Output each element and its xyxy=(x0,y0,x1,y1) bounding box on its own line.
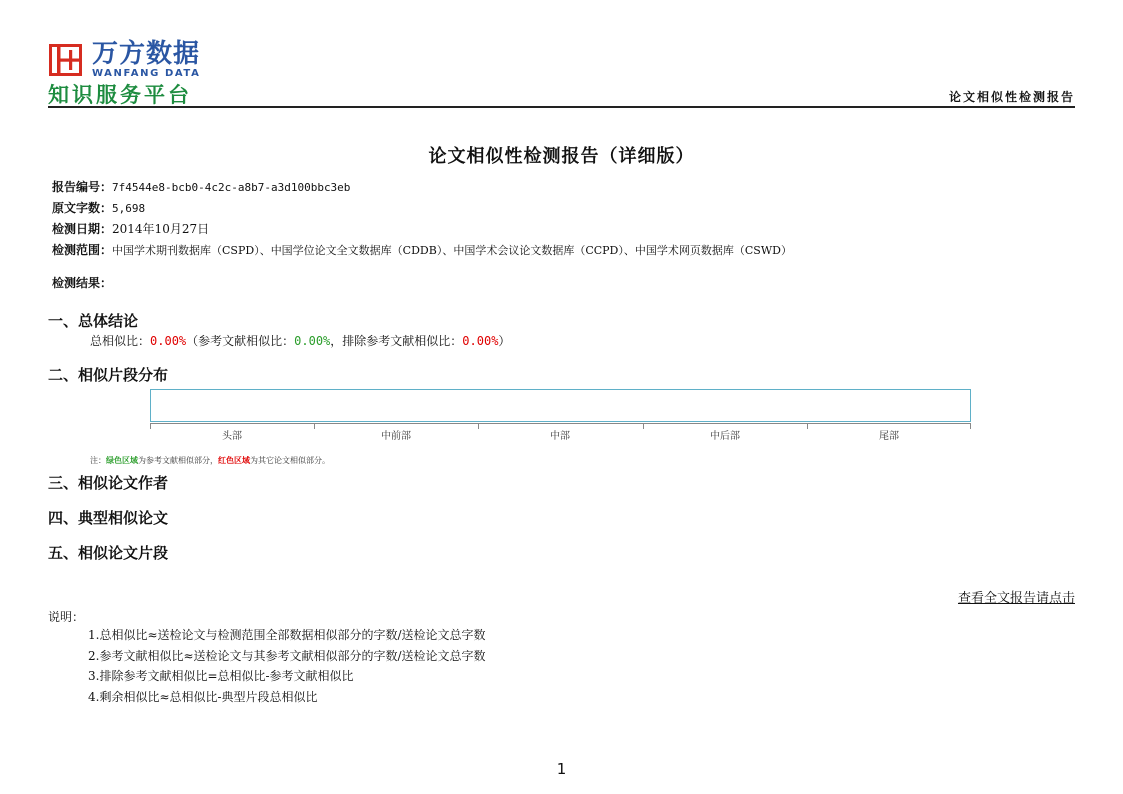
distribution-note xyxy=(90,455,330,466)
check-date-row xyxy=(52,221,209,237)
note-red-area: 红色区域 xyxy=(218,455,250,465)
word-count-value: 5,698 xyxy=(112,202,146,215)
report-id-value: 7f4544e8-bcb0-4c2c-a8b7-a3d100bbc3eb xyxy=(112,181,351,194)
excl-similarity-label: ，排除参考文献相似比： xyxy=(330,334,463,348)
platform-name: 知识服务平台 xyxy=(48,83,192,107)
note-green-area: 绿色区域 xyxy=(106,455,138,465)
header-report-label: 论文相似性检测报告 xyxy=(948,90,1075,104)
check-date-value: 2014年10月27日 xyxy=(112,222,210,236)
report-id-row xyxy=(52,179,350,196)
logo-wordmark-en: WANFANG DATA xyxy=(92,68,201,79)
ref-similarity-value: 0.00% xyxy=(294,334,331,348)
section-fragment-distribution: 二、相似片段分布 xyxy=(48,366,169,384)
excl-similarity-value: 0.00% xyxy=(462,334,499,348)
axis-label-middle: 中部 xyxy=(550,431,570,442)
page-title: 论文相似性检测报告（详细版） xyxy=(428,146,695,167)
page-number: 1 xyxy=(556,760,567,778)
report-id-label: 报告编号： xyxy=(52,180,113,194)
section-overall-conclusion: 一、总体结论 xyxy=(48,312,139,330)
section-similar-fragments: 五、相似论文片段 xyxy=(48,544,169,562)
note-end: 为其它论文相似部分。 xyxy=(250,456,330,465)
check-date-label: 检测日期： xyxy=(52,222,113,236)
distribution-axis xyxy=(150,423,971,424)
check-scope-value: 中国学术期刊数据库（CSPD）、中国学位论文全文数据库（CDDB）、中国学术会议论文数据库（CCPD）、中国学术网页数据库（CSWD） xyxy=(112,244,792,257)
logo-wordmark-cn: 万方数据 xyxy=(92,39,201,69)
explanation-item: 3.排除参考文献相似比=总相似比-参考文献相似比 xyxy=(88,669,354,683)
note-prefix: 注： xyxy=(90,456,106,465)
section-similar-authors: 三、相似论文作者 xyxy=(48,474,169,492)
explanation-item: 1.总相似比≈送检论文与检测范围全部数据相似部分的字数/送检论文总字数 xyxy=(88,628,486,642)
ref-similarity-label: （参考文献相似比： xyxy=(186,334,295,348)
word-count-row xyxy=(52,200,145,217)
similarity-summary xyxy=(90,333,510,349)
check-result-label: 检测结果： xyxy=(52,276,113,290)
axis-label-head: 头部 xyxy=(222,431,242,442)
axis-label-front-middle: 中前部 xyxy=(381,431,411,442)
explanation-title: 说明： xyxy=(48,610,85,624)
distribution-bar xyxy=(150,389,971,422)
note-mid: 为参考文献相似部分， xyxy=(138,456,218,465)
section-typical-similar-papers: 四、典型相似论文 xyxy=(48,509,169,527)
word-count-label: 原文字数： xyxy=(52,201,113,215)
header-divider xyxy=(48,106,1075,108)
axis-label-tail: 尾部 xyxy=(879,431,899,442)
full-report-link[interactable]: 查看全文报告请点击 xyxy=(957,591,1075,606)
check-scope-row xyxy=(52,242,792,259)
axis-label-rear-middle: 中后部 xyxy=(710,431,740,442)
explanation-item: 2.参考文献相似比≈送检论文与其参考文献相似部分的字数/送检论文总字数 xyxy=(88,649,486,663)
wanfang-logo-icon xyxy=(49,44,82,76)
total-similarity-value: 0.00% xyxy=(150,334,187,348)
explanation-item: 4.剩余相似比≈总相似比-典型片段总相似比 xyxy=(88,690,318,704)
total-similarity-label: 总相似比： xyxy=(90,334,151,348)
similarity-suffix: ） xyxy=(498,334,511,348)
check-result-row xyxy=(52,275,112,291)
check-scope-label: 检测范围： xyxy=(52,243,113,257)
